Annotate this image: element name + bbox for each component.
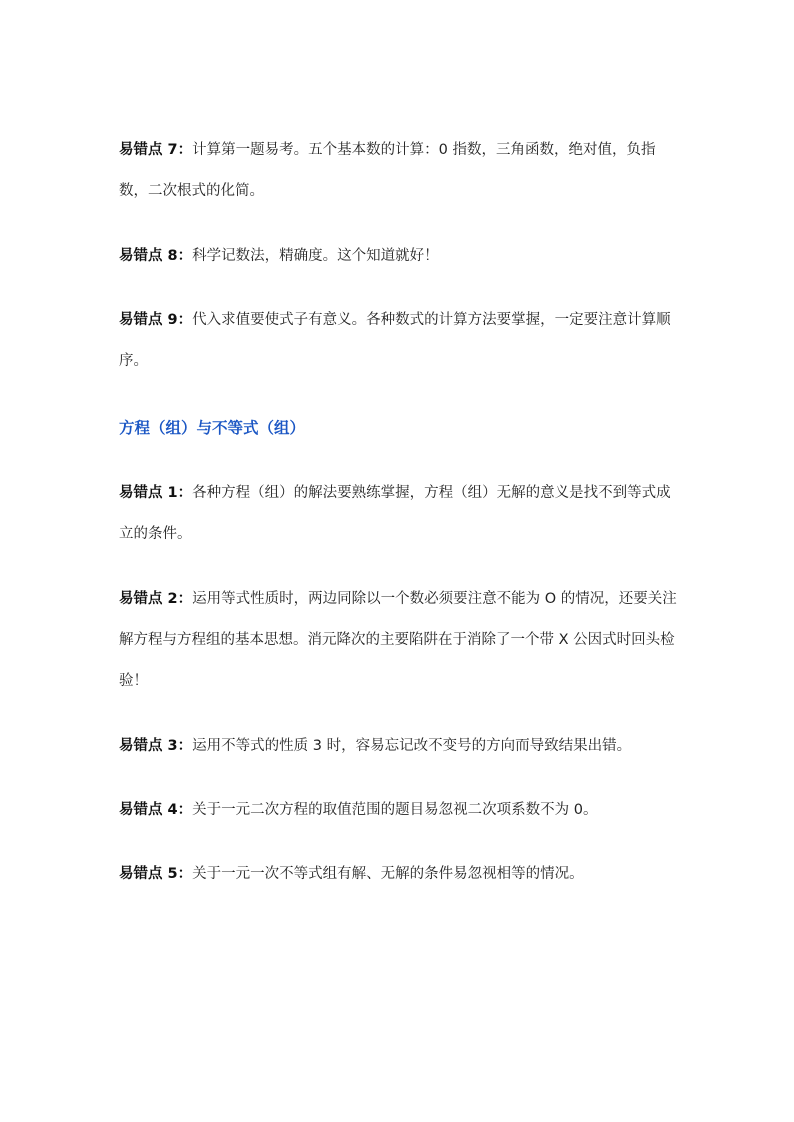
section-heading: 方程（组）与不等式（组） (119, 419, 306, 437)
error-point-3 (119, 726, 679, 767)
error-point-label: 易错点 1： (119, 485, 193, 501)
error-point-label: 易错点 9： (119, 312, 193, 328)
error-point-text: 科学记数法，精确度。这个知道就好！ (192, 248, 439, 264)
error-point-5 (119, 854, 679, 895)
error-point-text: 代入求值要使式子有意义。各种数式的计算方法要掌握，一定要注意计算顺序。 (119, 312, 671, 369)
error-point-9 (119, 300, 679, 382)
error-point-text: 运用等式性质时，两边同除以一个数必须要注意不能为 O 的情况，还要关注解方程与方程组的基本思想。消元降次的主要陷阱在于消除了一个带 X 公因式时回头检验！ (119, 591, 677, 689)
error-point-7 (119, 130, 679, 212)
error-point-text: 各种方程（组）的解法要熟练掌握，方程（组）无解的意义是找不到等式成立的条件。 (119, 485, 671, 542)
error-point-2 (119, 579, 679, 702)
error-point-label: 易错点 7： (119, 142, 193, 158)
error-point-label: 易错点 3： (119, 738, 193, 754)
error-point-1 (119, 473, 679, 555)
error-point-text: 关于一元一次不等式组有解、无解的条件易忽视相等的情况。 (192, 866, 584, 882)
error-point-text: 关于一元二次方程的取值范围的题目易忽视二次项系数不为 0。 (192, 802, 598, 818)
error-point-label: 易错点 2： (119, 591, 193, 607)
error-point-text: 运用不等式的性质 3 时，容易忘记改不变号的方向而导致结果出错。 (192, 738, 632, 754)
error-point-label: 易错点 5： (119, 866, 193, 882)
error-point-4 (119, 790, 679, 831)
error-point-label: 易错点 8： (119, 248, 193, 264)
error-point-label: 易错点 4： (119, 802, 193, 818)
error-point-text: 计算第一题易考。五个基本数的计算：0 指数，三角函数，绝对值，负指数，二次根式的化简。 (119, 142, 656, 199)
error-point-8 (119, 236, 679, 277)
